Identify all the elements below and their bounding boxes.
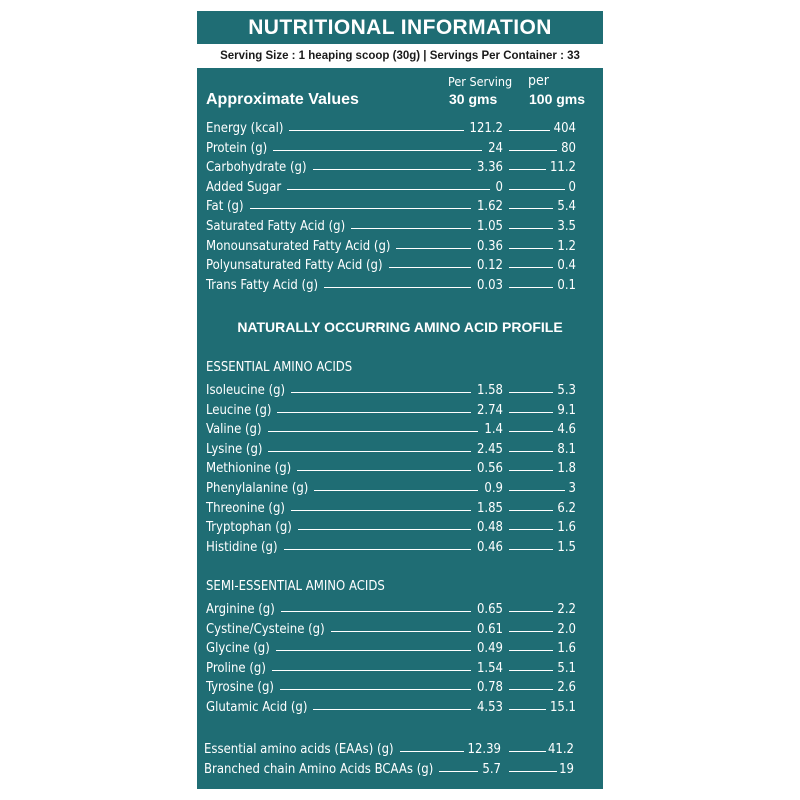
per-serving-label: Per Serving (448, 74, 513, 89)
table-row (206, 620, 576, 639)
leader-line (439, 771, 478, 772)
leader-line (509, 267, 553, 268)
table-row (204, 740, 574, 759)
per-100g-value: 6.2 (557, 500, 576, 516)
per-serving-value: 5.7 (482, 762, 501, 777)
per-100g-value: 8.1 (557, 441, 576, 457)
leader-line (396, 248, 471, 249)
row-label: Histidine (g) (206, 539, 278, 555)
per-serving-value: 0.46 (476, 539, 503, 555)
per-serving-value: 0.56 (476, 461, 503, 477)
per-serving-value: 0.12 (476, 258, 503, 274)
per-serving-value: 0.61 (476, 621, 503, 637)
leader-line (351, 228, 471, 229)
per-serving-value: 1.58 (476, 383, 503, 398)
per-100g-value: 0.1 (557, 277, 576, 293)
table-row (206, 178, 576, 197)
table-row (206, 459, 576, 478)
per-100g-value: 0 (568, 179, 576, 195)
leader-line (324, 287, 471, 288)
essential-amino-acids-heading: ESSENTIAL AMINO ACIDS (206, 360, 353, 375)
per-100g-value: 15.1 (549, 700, 576, 715)
per-100g-value: 1.5 (557, 539, 576, 555)
table-row (206, 440, 576, 459)
leader-line (509, 189, 565, 190)
row-label: Carbohydrate (g) (206, 160, 307, 176)
leader-line (273, 150, 482, 151)
leader-line (250, 208, 471, 209)
row-label: Tryptophan (g) (206, 520, 292, 536)
row-label: Phenylalanine (g) (206, 481, 309, 496)
per-100g-value: 4.6 (557, 422, 576, 438)
row-label: Isoleucine (g) (206, 383, 286, 398)
leader-line (509, 709, 546, 710)
leader-line (509, 150, 557, 151)
panel-title: NUTRITIONAL INFORMATION (248, 16, 552, 39)
per-serving-value: 4.53 (476, 700, 503, 715)
per-100g-value: 3.5 (557, 219, 576, 234)
table-row (206, 420, 576, 439)
table-row (206, 538, 576, 557)
row-label: Lysine (g) (206, 441, 263, 457)
row-label: Glycine (g) (206, 641, 270, 657)
leader-line (268, 431, 479, 432)
row-label: Leucine (g) (206, 402, 272, 418)
table-row (206, 659, 576, 678)
leader-line (509, 751, 546, 752)
per-100g-value: 1.6 (557, 641, 576, 657)
per-100g-value: 3 (568, 481, 576, 496)
leader-line (509, 228, 553, 229)
table-row (206, 479, 576, 498)
per-serving-value: 0.03 (476, 277, 503, 293)
per-serving-value: 0.78 (476, 680, 503, 696)
per-label: per (528, 73, 549, 89)
leader-line (509, 549, 553, 550)
leader-line (284, 549, 471, 550)
per-serving-value: 3.36 (476, 160, 503, 176)
row-label: Branched chain Amino Acids BCAAs (g) (204, 762, 434, 777)
leader-line (287, 189, 489, 190)
leader-line (509, 689, 553, 690)
leader-line (389, 267, 471, 268)
table-row (206, 401, 576, 420)
leader-line (268, 451, 470, 452)
per-100g-value: 5.3 (557, 383, 576, 398)
table-row (206, 217, 576, 236)
per-serving-value: 2.45 (476, 441, 503, 457)
leader-line (400, 751, 464, 752)
per-serving-value: 0 (495, 179, 503, 195)
leader-line (509, 631, 553, 632)
leader-line (291, 510, 471, 511)
per-serving-value: 1.05 (476, 219, 503, 234)
per-serving-value: 0.36 (476, 238, 503, 254)
per-100g-value: 2.2 (557, 602, 576, 617)
table-row (206, 518, 576, 537)
per-100g-value: 41.2 (547, 742, 574, 757)
col-100gms-header: 100 gms (529, 91, 586, 107)
per-100g-value: 1.6 (557, 520, 576, 536)
leader-line (509, 169, 546, 170)
per-serving-value: 0.49 (476, 641, 503, 657)
leader-line (313, 169, 471, 170)
row-label: Essential amino acids (EAAs) (g) (204, 742, 394, 757)
col-30gms-header: 30 gms (449, 91, 498, 107)
per-serving-value: 1.4 (484, 422, 503, 438)
leader-line (509, 529, 553, 530)
row-label: Proline (g) (206, 660, 266, 676)
leader-line (280, 689, 471, 690)
leader-line (509, 510, 553, 511)
per-serving-value: 12.39 (467, 742, 501, 757)
leader-line (509, 490, 565, 491)
leader-line (289, 130, 463, 131)
table-row (206, 678, 576, 697)
leader-line (509, 287, 553, 288)
row-label: Tyrosine (g) (206, 680, 274, 696)
per-100g-value: 80 (561, 140, 576, 156)
row-label: Saturated Fatty Acid (g) (206, 219, 346, 234)
leader-line (509, 130, 550, 131)
leader-line (509, 670, 553, 671)
leader-line (509, 392, 553, 393)
leader-line (276, 650, 471, 651)
row-label: Valine (g) (206, 422, 262, 438)
per-100g-value: 2.0 (557, 621, 576, 637)
per-serving-value: 0.65 (476, 602, 503, 617)
table-row (206, 197, 576, 216)
per-100g-value: 5.4 (557, 199, 576, 215)
table-row (206, 698, 576, 717)
table-row (206, 158, 576, 177)
table-row (206, 139, 576, 158)
per-100g-value: 0.4 (557, 258, 576, 274)
leader-line (509, 650, 553, 651)
row-label: Arginine (g) (206, 602, 275, 617)
per-100g-value: 19 (559, 762, 574, 777)
row-label: Methionine (g) (206, 461, 292, 477)
per-100g-value: 9.1 (557, 402, 576, 418)
table-row (206, 639, 576, 658)
row-label: Protein (g) (206, 140, 268, 156)
table-row (204, 760, 574, 779)
table-row (206, 119, 576, 138)
per-serving-value: 24 (488, 140, 503, 156)
leader-line (509, 431, 553, 432)
per-100g-value: 404 (553, 121, 576, 136)
nutrition-panel (197, 11, 603, 789)
leader-line (272, 670, 471, 671)
per-100g-value: 5.1 (557, 660, 576, 676)
table-row (206, 256, 576, 275)
leader-line (509, 771, 557, 772)
leader-line (291, 392, 471, 393)
row-label: Threonine (g) (206, 500, 285, 516)
row-label: Trans Fatty Acid (g) (206, 277, 319, 293)
row-label: Fat (g) (206, 199, 244, 215)
row-label: Energy (kcal) (206, 121, 284, 136)
per-100g-value: 1.8 (557, 461, 576, 477)
row-label: Polyunsaturated Fatty Acid (g) (206, 258, 383, 274)
leader-line (281, 611, 471, 612)
table-row (206, 499, 576, 518)
row-label: Added Sugar (206, 179, 282, 195)
row-label: Cystine/Cysteine (g) (206, 621, 325, 637)
leader-line (509, 412, 553, 413)
leader-line (277, 412, 470, 413)
leader-line (509, 611, 553, 612)
per-100g-value: 1.2 (557, 238, 576, 254)
leader-line (298, 529, 471, 530)
leader-line (314, 490, 478, 491)
leader-line (331, 631, 471, 632)
per-serving-value: 1.54 (476, 660, 503, 676)
table-row (206, 381, 576, 400)
per-100g-value: 11.2 (549, 160, 576, 176)
leader-line (509, 248, 553, 249)
per-serving-value: 0.48 (476, 520, 503, 536)
leader-line (297, 470, 471, 471)
amino-acid-profile-title: NATURALLY OCCURRING AMINO ACID PROFILE (237, 319, 563, 335)
per-serving-value: 1.62 (476, 199, 503, 215)
per-serving-value: 0.9 (484, 481, 503, 496)
per-100g-value: 2.6 (557, 680, 576, 696)
table-row (206, 237, 576, 256)
leader-line (509, 470, 553, 471)
leader-line (509, 451, 553, 452)
table-row (206, 276, 576, 295)
approximate-values-heading: Approximate Values (206, 91, 359, 108)
serving-size-line: Serving Size : 1 heaping scoop (30g) | Servings Per Container : 33 (197, 44, 603, 68)
row-label: Glutamic Acid (g) (206, 700, 308, 715)
leader-line (313, 709, 471, 710)
per-serving-value: 121.2 (469, 121, 503, 136)
per-serving-value: 1.85 (476, 500, 503, 516)
leader-line (509, 208, 553, 209)
table-row (206, 600, 576, 619)
row-label: Monounsaturated Fatty Acid (g) (206, 238, 391, 254)
per-serving-value: 2.74 (476, 402, 503, 418)
semi-essential-amino-acids-heading: SEMI-ESSENTIAL AMINO ACIDS (206, 579, 385, 594)
